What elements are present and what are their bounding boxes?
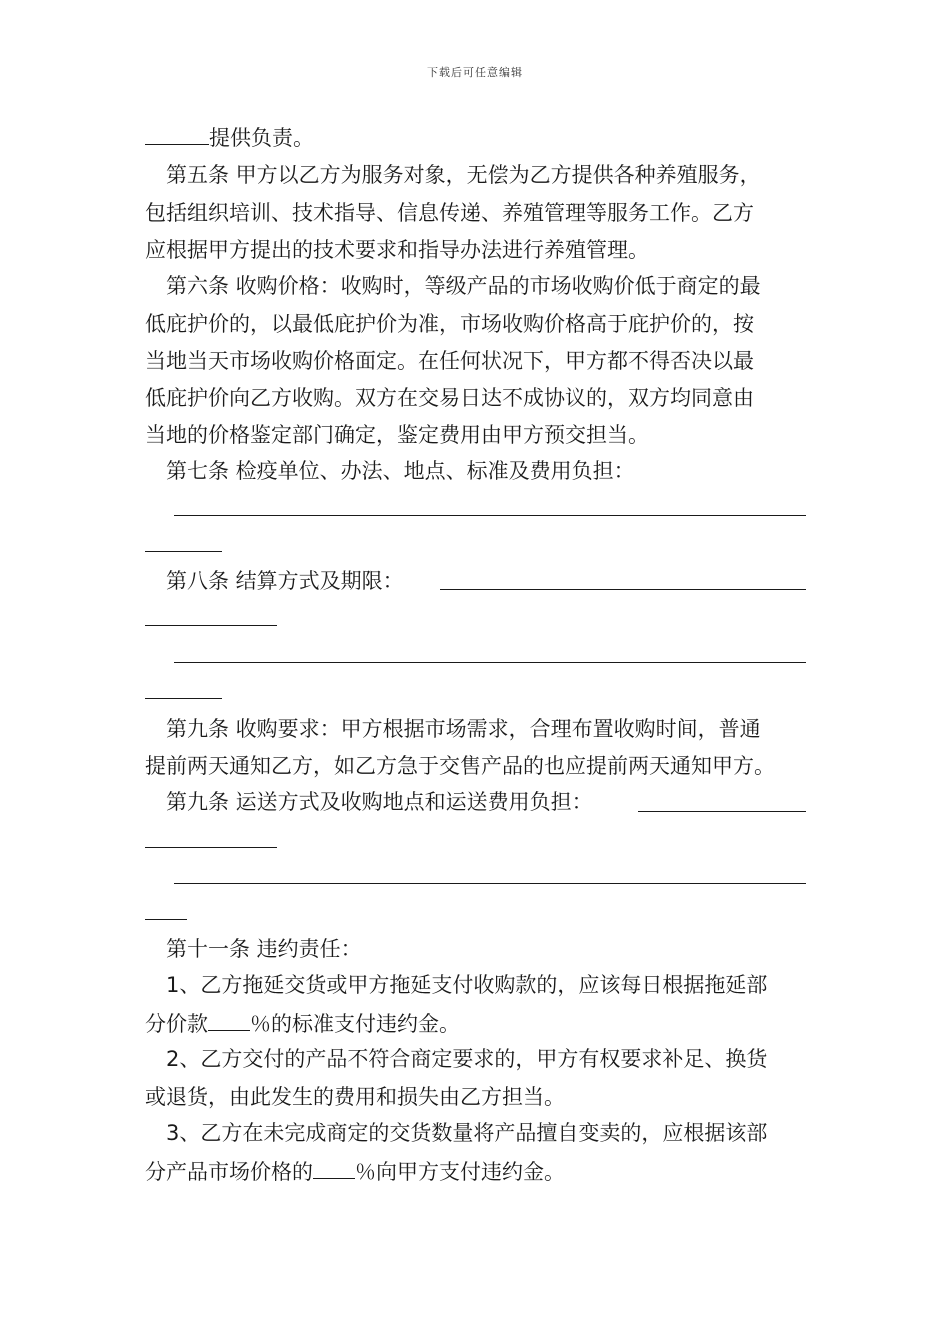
blank-line[interactable]	[145, 919, 187, 920]
clause-2-line-1: 2、乙方交付的产品不符合商定要求的，甲方有权要求补足、换货	[166, 1047, 768, 1071]
article-7-line: 第七条 检疫单位、办法、地点、标准及费用负担：	[166, 459, 635, 483]
article-6-line-3: 当地当天市场收购价格面定。在任何状况下，甲方都不得否决以最	[145, 349, 754, 373]
article-9-line-1: 第九条 收购要求：甲方根据市场需求，合理布置收购时间，普通	[166, 717, 761, 741]
text-segment: 分产品市场价格的	[145, 1160, 313, 1184]
percent-blank[interactable]	[208, 1010, 250, 1031]
blank-field[interactable]	[145, 124, 209, 145]
clause-1-line-1: 1、乙方拖延交货或甲方拖延支付收购款的，应该每日根据拖延部	[166, 973, 768, 997]
blank-line[interactable]	[174, 662, 806, 663]
article-6-line-2: 低庇护价的，以最低庇护价为准，市场收购价格高于庇护价的，按	[145, 312, 754, 336]
blank-line[interactable]	[440, 589, 806, 590]
article-9b-line: 第九条 运送方式及收购地点和运送费用负担：	[166, 790, 593, 814]
percent-blank[interactable]	[313, 1158, 355, 1179]
blank-line[interactable]	[174, 515, 806, 516]
article-5-line-3: 应根据甲方提出的技术要求和指导办法进行养殖管理。	[145, 238, 649, 262]
text-segment: ％向甲方支付违约金。	[355, 1160, 565, 1184]
article-6-line-4: 低庇护价向乙方收购。双方在交易日达不成协议的，双方均同意由	[145, 386, 754, 410]
blank-line[interactable]	[145, 698, 222, 699]
blank-line[interactable]	[145, 625, 277, 626]
blank-line[interactable]	[145, 551, 222, 552]
page-header: 下载后可任意编辑	[427, 66, 523, 79]
blank-line[interactable]	[174, 883, 806, 884]
article-8-line: 第八条 结算方式及期限：	[166, 569, 404, 593]
text-segment: ％的标准支付违约金。	[250, 1012, 460, 1036]
clause-3-line-1: 3、乙方在未完成商定的交货数量将产品擅自变卖的，应根据该部	[166, 1121, 768, 1145]
line-1	[145, 124, 314, 151]
text-segment: 分价款	[145, 1012, 208, 1036]
clause-1-line-2	[145, 1010, 460, 1037]
clause-2-line-2: 或退货，由此发生的费用和损失由乙方担当。	[145, 1085, 565, 1109]
article-11-heading: 第十一条 违约责任：	[166, 937, 362, 961]
blank-line[interactable]	[145, 847, 277, 848]
article-6-line-5: 当地的价格鉴定部门确定，鉴定费用由甲方预交担当。	[145, 423, 649, 447]
article-9-line-2: 提前两天通知乙方，如乙方急于交售产品的也应提前两天通知甲方。	[145, 754, 775, 778]
text-segment: 提供负责。	[209, 126, 314, 150]
article-5-line-2: 包括组织培训、技术指导、信息传递、养殖管理等服务工作。乙方	[145, 201, 754, 225]
article-5-line-1: 第五条 甲方以乙方为服务对象，无偿为乙方提供各种养殖服务，	[166, 163, 761, 187]
clause-3-line-2	[145, 1158, 565, 1185]
article-6-line-1: 第六条 收购价格：收购时，等级产品的市场收购价低于商定的最	[166, 274, 761, 298]
blank-line[interactable]	[638, 811, 806, 812]
